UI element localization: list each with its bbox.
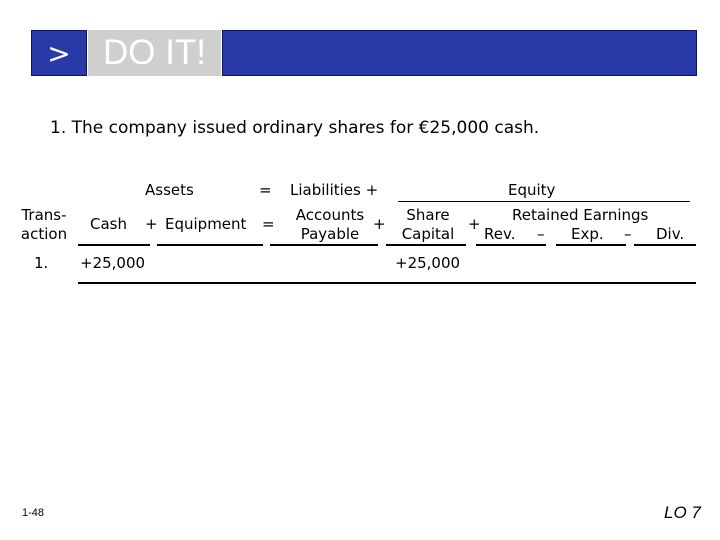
row-1-share-capital: +25,000 [395,254,461,272]
equipment-underline [157,244,263,246]
rev-header: Rev. [484,225,516,243]
group-assets: Assets [145,181,194,199]
page-number: 1-48 [22,507,45,519]
equals-sign-2: = [262,215,275,233]
question-text: 1. The company issued ordinary shares for €25,000 cash. [50,118,540,138]
equals-sign-1: = [259,181,272,199]
share-capital-underline [386,244,466,246]
cash-header: Cash [90,215,127,233]
cash-underline [78,244,150,246]
div-underline [634,244,696,246]
row-1-cash: +25,000 [80,254,146,272]
retained-earnings-header: Retained Earnings [512,206,649,224]
minus-sign-1: – [537,225,545,243]
equipment-header: Equipment [165,215,247,233]
banner-bar [222,30,697,76]
minus-sign-2: – [624,225,632,243]
arrow-label: > [47,36,71,70]
rev-underline [476,244,546,246]
share-capital-header-line2: Capital [401,225,455,243]
plus-sign-2: + [373,215,386,233]
exp-underline [556,244,626,246]
row-1-bottom-line [78,282,696,284]
plus-sign-3: + [468,215,481,233]
equity-underline [398,201,690,202]
transaction-header-line1: Trans- [21,206,67,224]
banner-title [88,30,221,76]
accounts-payable-header-line1: Accounts [295,206,365,224]
do-it-title: DO IT! [102,33,207,72]
plus-sign-1: + [145,215,158,233]
div-header: Div. [656,225,685,243]
group-liabilities: Liabilities + [290,181,379,199]
share-capital-header-line1: Share [406,206,450,224]
group-equity: Equity [508,181,556,199]
accounts-payable-underline [270,244,378,246]
row-1-label: 1. [34,254,49,272]
transaction-header-line2: action [20,225,68,243]
exp-header: Exp. [571,225,604,243]
banner-arrow [31,30,87,76]
learning-objective: LO 7 [664,503,701,522]
accounts-payable-header-line2: Payable [300,225,360,243]
